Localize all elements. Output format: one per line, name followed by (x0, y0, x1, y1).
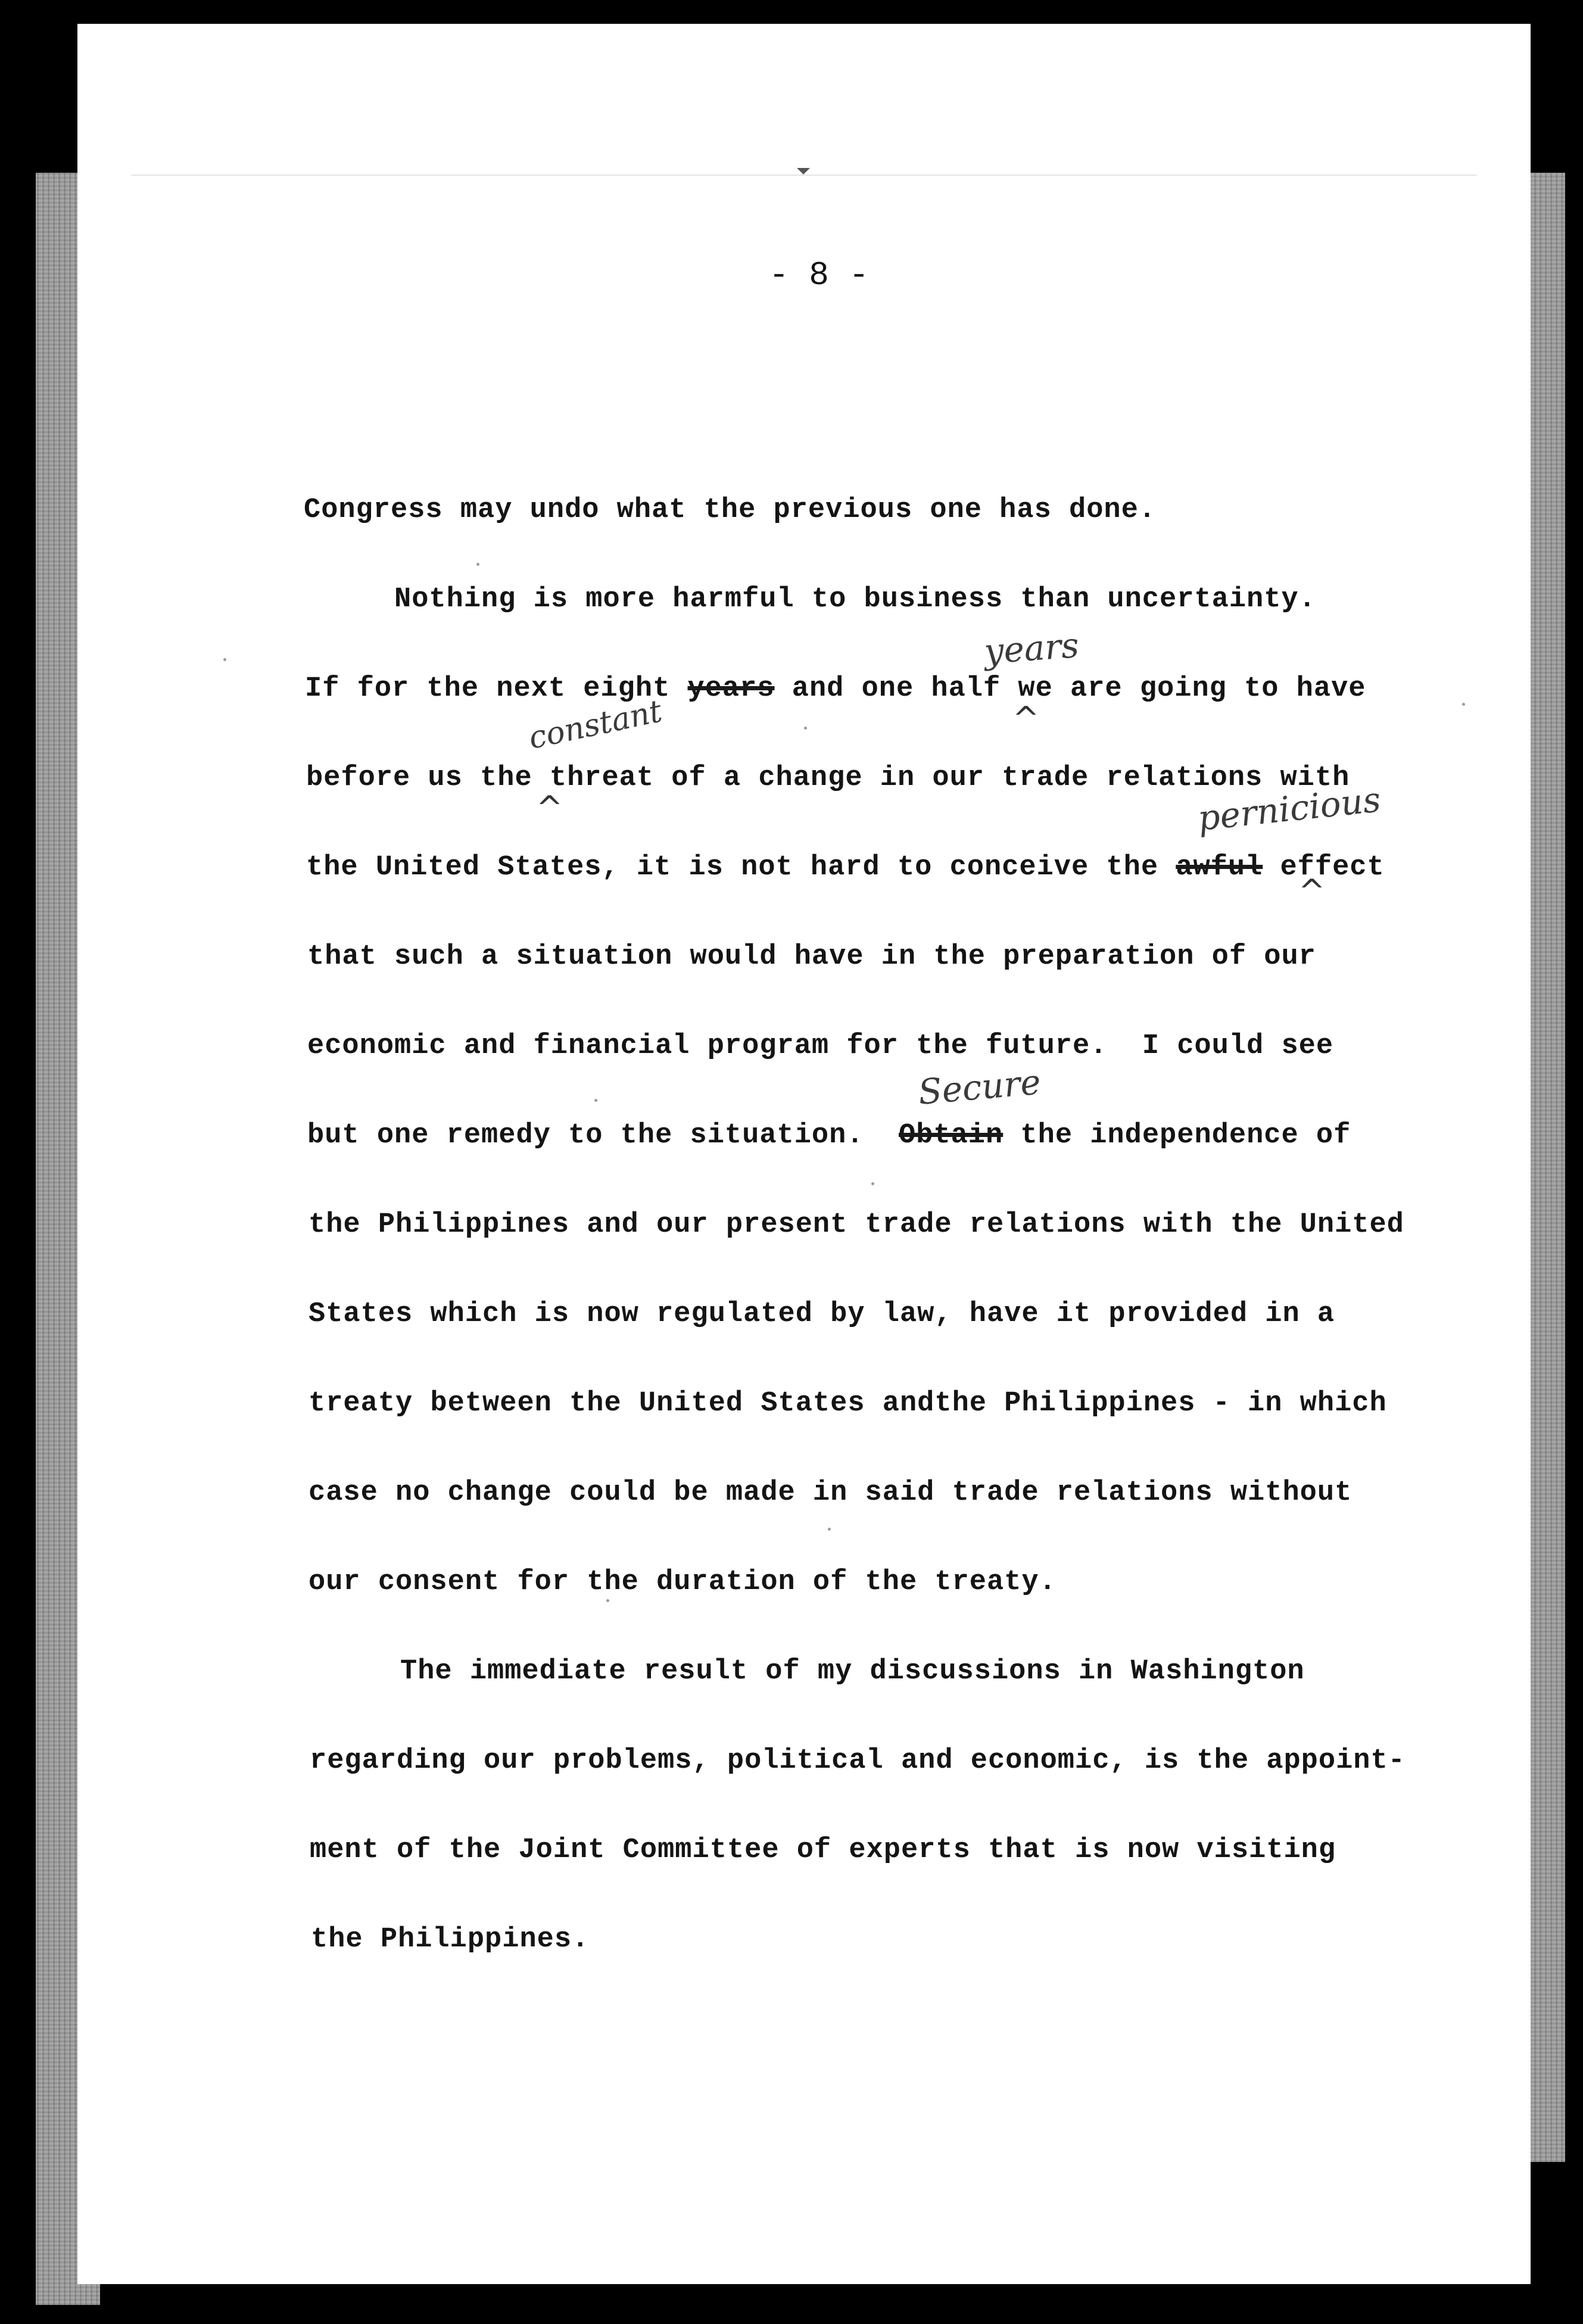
text-line-8 (307, 1120, 1351, 1151)
text-line-9: the Philippines and our present trade relations with the United (309, 1209, 1404, 1241)
text-line-12: case no change could be made in said trade relations without (309, 1477, 1353, 1509)
text-line-17: the Philippines. (311, 1924, 590, 1955)
scan-speck (871, 1182, 874, 1185)
insertion-caret: ^ (1298, 873, 1326, 910)
text-line-4: before us the threat of a change in our trade relations with (306, 762, 1350, 794)
scan-speck (606, 1599, 609, 1602)
text-segment: but one remedy to the situation. (307, 1120, 899, 1151)
page-tick-mark (797, 168, 810, 175)
text-segment: the United States, it is not hard to conceive the (306, 852, 1176, 883)
struck-word-obtain: Obtain (898, 1120, 1004, 1151)
struck-word-years: years (687, 673, 775, 705)
insertion-caret: ^ (1012, 700, 1040, 737)
struck-word-awful: awful (1176, 852, 1263, 883)
text-line-14: The immediate result of my discussions in Washington (400, 1656, 1305, 1687)
text-segment: the independence of (1003, 1120, 1351, 1151)
insertion-caret: ^ (536, 789, 563, 827)
text-line-16: ment of the Joint Committee of experts that is now visiting (310, 1834, 1336, 1866)
handwritten-insertion-pernicious: pernicious (1195, 779, 1383, 839)
text-line-13: our consent for the duration of the treaty. (309, 1566, 1057, 1598)
text-line-6: that such a situation would have in the preparation of our (307, 941, 1316, 973)
scan-speck (223, 658, 226, 661)
handwritten-insertion-years: years (983, 625, 1080, 672)
text-line-7: economic and financial program for the future. I could see (307, 1030, 1334, 1062)
scan-speck (828, 1528, 831, 1531)
scan-speck (476, 563, 479, 566)
text-segment: If for the next eight (305, 673, 688, 705)
text-line-15: regarding our problems, political and economic, is the appoint- (310, 1745, 1406, 1777)
text-line-3 (305, 673, 1366, 705)
document-page (77, 24, 1531, 2284)
text-line-2: Nothing is more harmful to business than uncertainty. (394, 584, 1316, 615)
handwritten-insertion-constant: constant (525, 693, 665, 756)
text-line-10: States which is now regulated by law, have it provided in a (309, 1298, 1335, 1330)
scan-speck (1462, 703, 1465, 706)
text-line-11: treaty between the United States andthe Philippines - in which (309, 1388, 1387, 1419)
page-fold-line (131, 175, 1477, 176)
text-segment: effect (1263, 852, 1385, 883)
scan-speck (594, 1099, 597, 1102)
page-number: - 8 - (768, 256, 870, 294)
text-line-1: Congress may undo what the previous one has done. (304, 494, 1157, 526)
text-segment: and one half we are going to have (774, 673, 1366, 705)
scan-speck (804, 727, 807, 730)
text-line-5 (306, 852, 1385, 883)
handwritten-insertion-secure: Secure (917, 1061, 1043, 1113)
